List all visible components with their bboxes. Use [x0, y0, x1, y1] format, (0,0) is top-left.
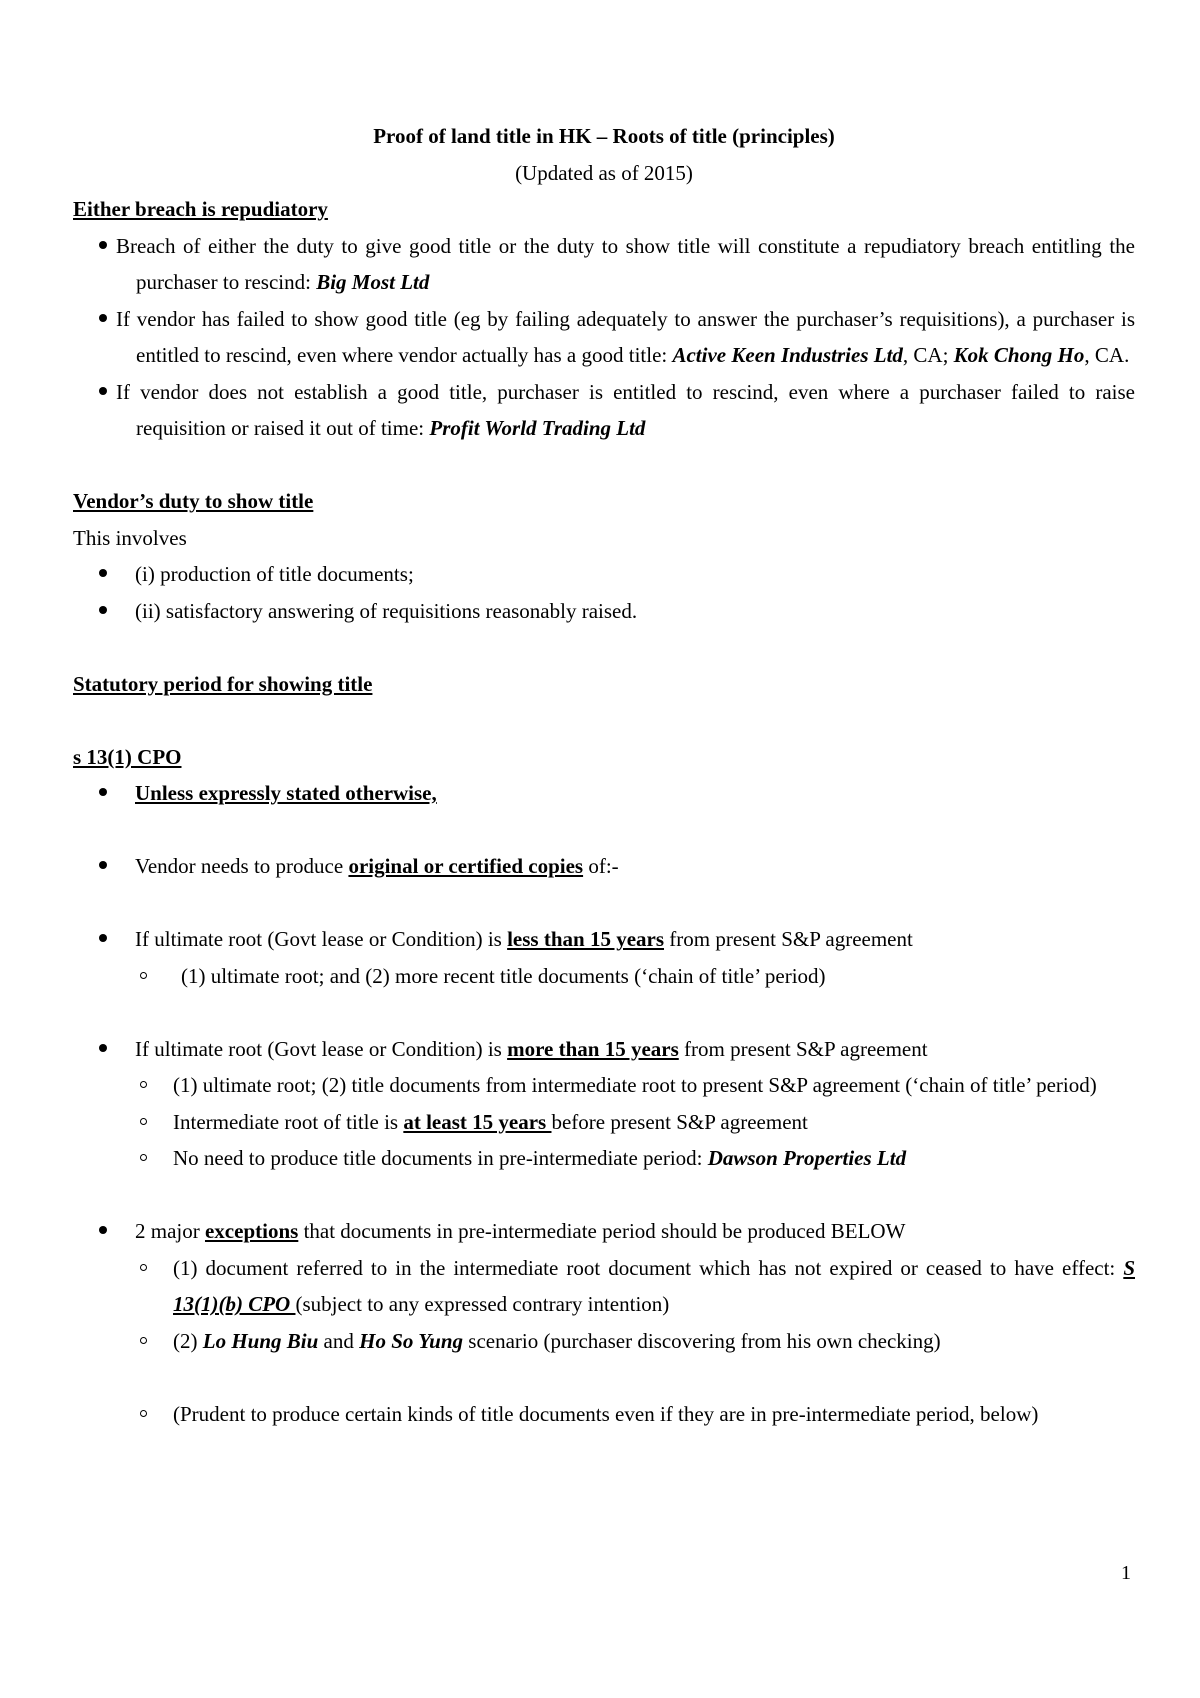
list-item: (1) ultimate root; and (2) more recent title documents (‘chain of title’ period) [73, 958, 1135, 995]
case-name: Lo Hung Biu [202, 1328, 319, 1353]
heading-repudiatory: Either breach is repudiatory [73, 197, 328, 221]
list-item: (2) Lo Hung Biu and Ho So Yung scenario (purchaser discovering from his own checking) [73, 1323, 1135, 1360]
document-subtitle: (Updated as of 2015) [515, 160, 693, 185]
document-body [73, 118, 1135, 1432]
list-item: (Prudent to produce certain kinds of title documents even if they are in pre-intermediate period, below) [73, 1396, 1135, 1433]
sub-list [73, 1067, 1135, 1177]
case-name: Big Most Ltd [316, 270, 430, 294]
case-name: Active Keen Industries Ltd [672, 343, 903, 367]
case-name: Kok Chong Ho [953, 343, 1085, 367]
list-item: (ii) satisfactory answering of requisitions reasonably raised. [73, 593, 1135, 630]
list-item: 2 major exceptions that documents in pre-intermediate period should be produced BELOW [73, 1213, 1135, 1250]
list-item: If ultimate root (Govt lease or Condition) is less than 15 years from present S&P agreement [73, 921, 1135, 958]
document-title: Proof of land title in HK – Roots of title (principles) [373, 124, 835, 148]
list-item: If vendor has failed to show good title (eg by failing adequately to answer the purchaser’s requisitions), a purchaser is entitled to rescind, even where vendor actually has a good title: Active Keen Industries Ltd, CA; Kok Chong Ho, CA. [73, 301, 1135, 374]
list-item: (1) ultimate root; (2) title documents from intermediate root to present S&P agreement (‘chain of title’ period) [73, 1067, 1135, 1104]
list-item: No need to produce title documents in pre-intermediate period: Dawson Properties Ltd [73, 1140, 1135, 1177]
list-item: Intermediate root of title is at least 15 years before present S&P agreement [73, 1104, 1135, 1141]
repudiatory-list [73, 228, 1135, 447]
list-item: If ultimate root (Govt lease or Condition) is more than 15 years from present S&P agreement [73, 1031, 1135, 1068]
heading-cpo: s 13(1) CPO [73, 744, 182, 769]
list-item: (i) production of title documents; [73, 556, 1135, 593]
case-name: Dawson Properties Ltd [707, 1146, 907, 1170]
page-number: 1 [1121, 1562, 1131, 1584]
duty-intro: This involves [73, 525, 187, 550]
cpo-list [73, 775, 1135, 812]
list-item: Unless expressly stated otherwise, [73, 775, 1135, 812]
cpo-list [73, 921, 1135, 958]
heading-statutory: Statutory period for showing title [73, 671, 373, 696]
sub-list [73, 1250, 1135, 1360]
sub-list [73, 958, 1135, 995]
heading-duty-to-show: Vendor’s duty to show title [73, 489, 314, 513]
case-name: Ho So Yung [359, 1328, 464, 1353]
list-item: If vendor does not establish a good title, purchaser is entitled to rescind, even where a purchaser failed to raise requisition or raised it out of time: Profit World Trading Ltd [73, 374, 1135, 447]
list-item: Breach of either the duty to give good title or the duty to show title will constitute a repudiatory breach entitling the purchaser to rescind: Big Most Ltd [73, 228, 1135, 301]
list-item: Vendor needs to produce original or certified copies of:- [73, 848, 1135, 885]
case-name: Profit World Trading Ltd [429, 416, 646, 440]
cpo-list [73, 848, 1135, 885]
cpo-list [73, 1213, 1135, 1250]
list-item: (1) document referred to in the intermediate root document which has not expired or ceased to have effect: S 13(1)(b) CPO (subject to any expressed contrary intention) [73, 1250, 1135, 1323]
duty-list [73, 556, 1135, 629]
sub-list [73, 1396, 1135, 1433]
statute-reference: S 13(1)(b) CPO [173, 1255, 1135, 1316]
cpo-list [73, 1031, 1135, 1068]
